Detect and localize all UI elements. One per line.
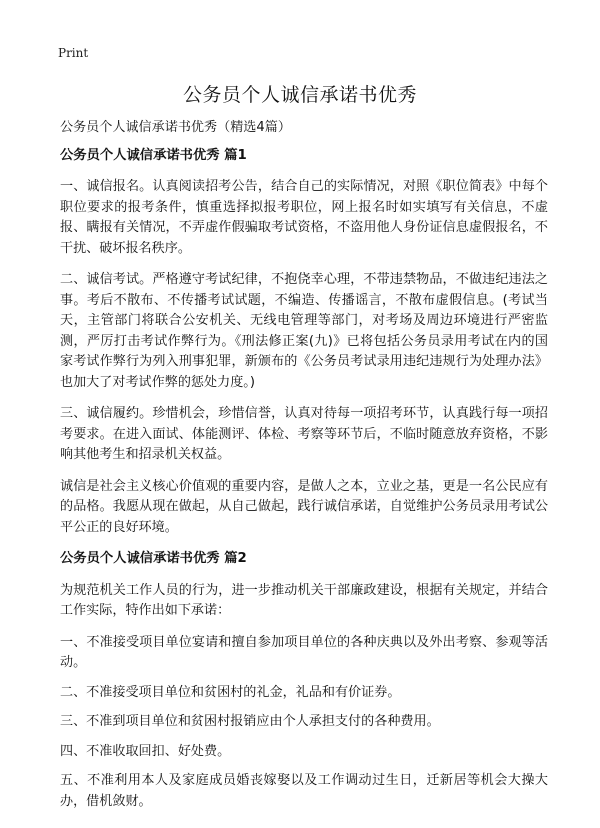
- paragraph: 二、诚信考试。严格遵守考试纪律，不抱侥幸心理，不带违禁物品，不做违纪违法之事。考后不散布、不传播考试试题，不编造、传播谣言，不散布虚假信息。(考试当天，主管部门将联合公安机关、无线电管理等部门，对考场及周边环境进行严密监测，严厉打击考试作弊行为。《刑法修正案(九)》已将包括公务员录用考试在内的国家考试作弊行为列入刑事犯罪，新颁布的《公务员考试录用违纪违规行为处理办法》也加大了对考试作弊的惩处力度。): [60, 272, 548, 390]
- paragraph: 诚信是社会主义核心价值观的重要内容，是做人之本，立业之基，更是一名公民应有的品格。我愿从现在做起，从自己做起，践行诚信承诺，自觉维护公务员录用考试公平公正的良好环境。: [60, 478, 548, 535]
- section-heading-2: 公务员个人诚信承诺书优秀 篇2: [60, 551, 247, 566]
- paragraph: 四、不准收取回扣、好处费。: [60, 743, 231, 759]
- paragraph: 三、诚信履约。珍惜机会，珍惜信誉，认真对待每一项招考环节，认真践行每一项招考要求。在进入面试、体能测评、体检、考察等环节后，不临时随意放弃资格，不影响其他考生和招录机关权益。: [60, 406, 548, 462]
- section-heading-1: 公务员个人诚信承诺书优秀 篇1: [60, 147, 247, 163]
- document-body: [60, 118, 548, 821]
- paragraph: 五、不准利用本人及家庭成员婚丧嫁娶以及工作调动过生日，迁新居等机会大操大办，借机敛财。: [60, 773, 548, 809]
- paragraph: 为规范机关工作人员的行为，进一步推动机关干部廉政建设，根据有关规定，并结合工作实际，特作出如下承诺：: [60, 582, 548, 618]
- paragraph: 二、不准接受项目单位和贫困村的礼金，礼品和有价证券。: [60, 684, 401, 700]
- paragraph: 一、不准接受项目单位宴请和擅自参加项目单位的各种庆典以及外出考察、参观等活动。: [60, 634, 548, 670]
- document-subtitle: 公务员个人诚信承诺书优秀（精选4篇）: [60, 120, 291, 135]
- paragraph: 一、诚信报名。认真阅读招考公告，结合自己的实际情况，对照《职位简表》中每个职位要求的报考条件，慎重选择拟报考职位，网上报名时如实填写有关信息，不虚报、瞒报有关情况，不弄虚作假骗取考试资格，不盗用他人身份证信息虚假报名，不干扰、破坏报名秩序。: [60, 179, 548, 256]
- page-title: 公务员个人诚信承诺书优秀: [182, 84, 417, 106]
- paragraph: 三、不准到项目单位和贫困村报销应由个人承担支付的各种费用。: [60, 714, 440, 729]
- print-link[interactable]: Print: [58, 46, 89, 60]
